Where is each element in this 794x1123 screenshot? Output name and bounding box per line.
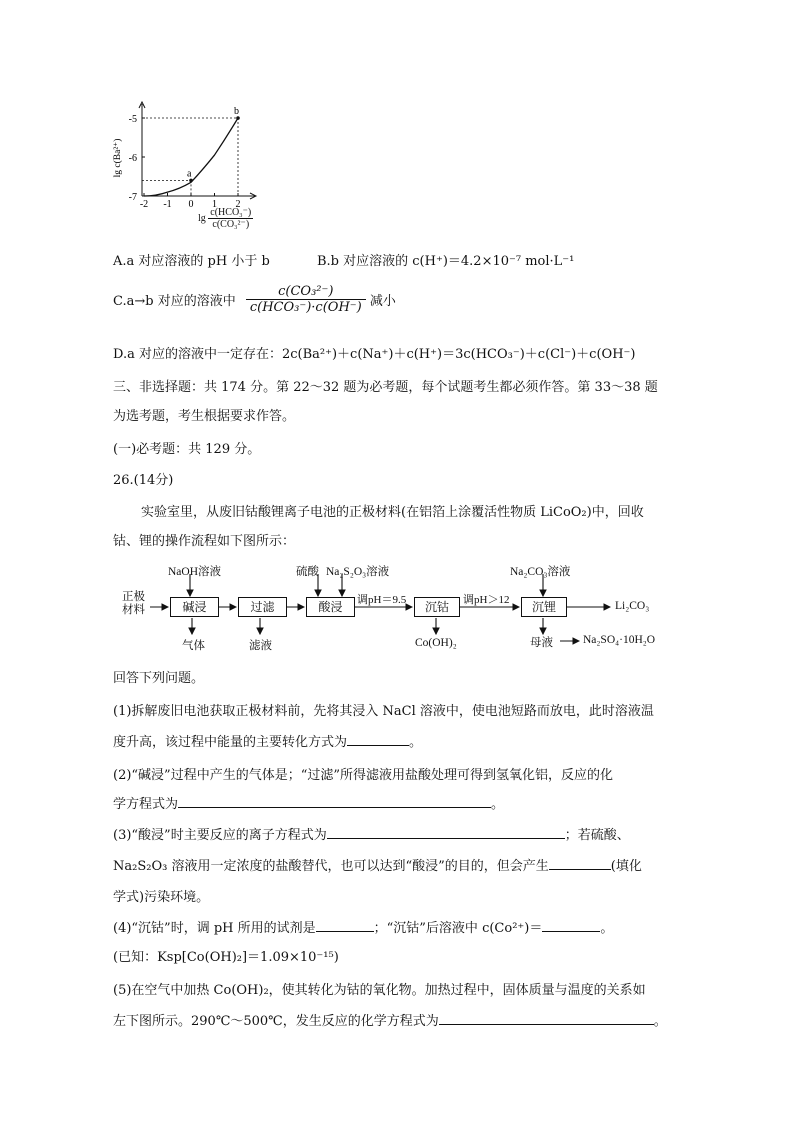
flow-step-filter: 过滤 [238,597,287,617]
option-a: A.a 对应溶液的 pH 小于 b [113,254,270,269]
q2-end: 。 [491,797,505,812]
q2-line2 [113,793,504,812]
flow-start-line1: 正极 [122,591,145,603]
x-tick-label: 2 [235,199,241,210]
q5-line2 [113,1010,667,1029]
question-number: 26.(14分) [113,473,174,488]
flow-na2co3: Na₂CO₃溶液 [510,566,571,578]
section-line1: 三、非选择题：共 174 分。第 22～32 题为必考题，每个试题考生都必须作答。第 33～38 题 [113,380,658,395]
flow-product: Li₂CO₃ [615,600,650,612]
x-tick-label: 0 [188,199,194,210]
option-c [113,284,396,324]
q1-text: 度升高，该过程中能量的主要转化方式为 [113,735,348,750]
flow-step-alkali-leach: 碱浸 [170,597,219,617]
flow-acid: 硫酸 [296,566,319,578]
q4-line1 [113,917,613,936]
flow-filtrate: 滤液 [249,640,272,652]
q1-line1: (1)拆解废旧电池获取正极材料前，先将其浸入 NaCl 溶液中，使电池短路而放电，此时溶液温 [113,704,654,719]
y-tick-label: -6 [128,153,137,164]
q3-line3: 学式)污染环境。 [113,890,210,905]
flow-step-cobalt-precip: 沉钴 [414,597,460,617]
section-required: (一)必考题：共 129 分。 [113,442,261,457]
q4-line2: (已知：Ksp[Co(OH)₂]＝1.09×10⁻¹⁵) [113,950,339,965]
option-d: D.a 对应的溶液中一定存在：2c(Ba²⁺)＋c(Na⁺)＋c(H⁺)＝3c(HCO₃⁻)＋c(Cl⁻)＋c(OH⁻) [113,347,636,362]
q2-text: 学方程式为 [113,797,179,812]
option-b: B.b 对应溶液的 c(H⁺)＝4.2×10⁻⁷ mol·L⁻¹ [317,254,575,269]
flow-salt: Na₂SO₄·10H₂O [583,634,656,646]
flow-gas: 气体 [182,640,205,652]
q5-line1: (5)在空气中加热 Co(OH)₂，使其转化为钴的氧化物。加热过程中，固体质量与温度的关系如 [113,983,646,998]
data-curve [144,118,238,196]
q3-line1 [113,824,630,843]
chart-xlabel [198,207,253,230]
chart-xlabel-prefix: lg [198,213,206,224]
intro-line1: 实验室里，从废旧钴酸锂离子电池的正极材料(在铝箔上涂覆活性物质 LiCoO₂)中，回收 [141,505,644,520]
q3-text2: Na₂S₂O₃ 溶液用一定浓度的盐酸替代，也可以达到“酸浸”的目的，但会产生 [113,859,549,874]
q1-answer-blank[interactable] [347,733,409,746]
q1-end: 。 [409,735,423,750]
q3-line2 [113,855,642,874]
x-tick-label: 1 [212,199,217,210]
option-c-prefix: C.a→b 对应的溶液中 [113,294,236,309]
q5-answer-blank[interactable] [439,1012,654,1025]
q5-end: 。 [653,1014,667,1029]
q4-answer-blank2[interactable] [542,919,600,932]
q2-line1: (2)“碱浸”过程中产生的气体是；“过滤”所得滤液用盐酸处理可得到氢氧化铝，反应的化 [113,768,613,783]
flow-start-line2: 材料 [122,604,145,616]
option-c-fraction [246,284,366,315]
chart-xlabel-num: c(HCO₃⁻) [210,207,252,218]
flow-ph2: 调pH＞12 [463,594,510,606]
q3-answer-blank1[interactable] [327,826,565,839]
flow-ph1: 调pH＝9.5 [357,594,407,606]
option-c-num: c(CO₃²⁻) [246,284,366,300]
y-axis-label: lg c(Ba²⁺) [113,138,123,178]
q4-answer-blank1[interactable] [316,919,374,932]
q3-text2-end: (填化 [610,859,642,874]
flow-start [122,591,145,617]
q3-text: (3)“酸浸”时主要反应的离子方程式为 [113,828,327,843]
point-label-b: b [234,106,239,117]
q4-end: 。 [600,921,614,936]
flow-coh: Co(OH)₂ [415,637,457,649]
q2-answer-blank[interactable] [178,795,491,808]
q5-text: 左下图所示。290℃～500℃，发生反应的化学方程式为 [113,1014,439,1029]
q4-mid: ；“沉钴”后溶液中 c(Co²⁺)＝ [373,921,543,936]
intro-line2: 钴、锂的操作流程如下图所示： [113,534,296,549]
chart-xlabel-den: c(CO₃²⁻) [212,219,250,230]
flow-naoh: NaOH溶液 [168,566,222,578]
flow-thio: Na₂S₂O₃溶液 [326,566,390,578]
section-line2: 为选考题，考生根据要求作答。 [113,409,296,424]
option-c-suffix: 减小 [369,294,396,309]
flow-step-acid-leach: 酸浸 [306,597,355,617]
flow-mother: 母液 [530,637,553,649]
x-tick-label: -1 [163,199,172,210]
y-tick-label: -5 [128,114,137,125]
point-label-a: a [187,168,192,180]
q4-text: (4)“沉钴”时，调 pH 所用的试剂是 [113,921,316,936]
q3-answer-blank2[interactable] [549,857,611,870]
flow-step-lithium-precip: 沉锂 [521,597,567,617]
q1-line2 [113,731,422,750]
x-tick-label: -2 [139,199,149,210]
q3-text-end: ；若硫酸、 [564,828,630,843]
option-c-den: c(HCO₃⁻)·c(OH⁻) [249,300,362,315]
question-ask: 回答下列问题。 [113,671,205,686]
y-tick-label: -7 [128,192,137,203]
